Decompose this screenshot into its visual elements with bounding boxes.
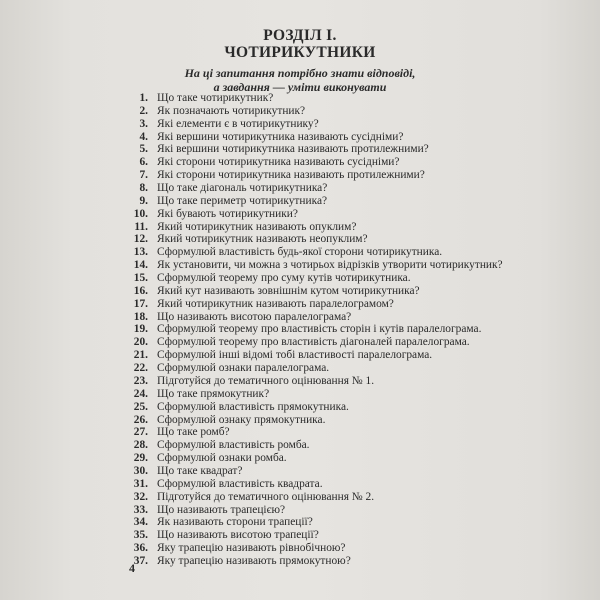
question-number: 24.: [133, 387, 148, 400]
question-text: Сформулюй ознаки ромба.: [157, 452, 287, 465]
question-number: 8.: [139, 182, 148, 195]
question-text: Що таке прямокутник?: [157, 387, 270, 400]
question-text: Сформулюй властивість прямокутника.: [157, 400, 349, 413]
question-number: 9.: [139, 194, 148, 207]
question-text: Сформулюй властивість будь-якої сторони чотирикутника.: [157, 246, 443, 259]
question-number: 18.: [133, 310, 148, 323]
question-text: Як називають сторони трапеції?: [157, 516, 313, 529]
question-text: Яку трапецію називають прямокутною?: [157, 554, 351, 567]
question-number: 17.: [133, 297, 148, 310]
question-text: Що таке ромб?: [157, 426, 230, 439]
question-number: 31.: [133, 477, 148, 490]
question-text: Сформулюй ознаку прямокутника.: [157, 413, 326, 426]
question-number: 11.: [134, 220, 148, 233]
question-text: Сформулюй інші відомі тобі властивості паралелограма.: [157, 349, 433, 362]
question-text: Що називають висотою паралелограма?: [157, 310, 352, 323]
question-text: Які вершини чотирикутника називають протилежними?: [157, 143, 429, 156]
question-text: Що таке діагональ чотирикутника?: [157, 182, 328, 195]
question-number: 13.: [133, 246, 148, 259]
question-number: 26.: [133, 413, 148, 426]
question-text: Які сторони чотирикутника називають сусідніми?: [157, 156, 400, 169]
page-number: 4: [129, 561, 135, 575]
question-number: 25.: [133, 400, 148, 413]
question-text: Як позначають чотирикутник?: [157, 104, 306, 117]
question-number: 14.: [133, 259, 148, 272]
question-text: Підготуйся до тематичного оцінювання № 2.: [157, 490, 375, 503]
question-number: 15.: [133, 272, 148, 285]
question-text: Який чотирикутник називають паралелограмом?: [157, 297, 394, 310]
intro-line-1: На ці запитання потрібно знати відповіді,: [184, 66, 416, 80]
intro-line-2: а завдання — уміти виконувати: [213, 80, 387, 94]
question-text: Що таке чотирикутник?: [157, 92, 274, 104]
question-number: 20.: [133, 336, 148, 349]
question-text: Які елементи є в чотирикутнику?: [157, 117, 319, 130]
question-text: Сформулюй властивість квадрата.: [157, 477, 323, 490]
question-text: Які бувають чотирикутники?: [157, 207, 298, 220]
question-number: 23.: [133, 374, 148, 387]
question-text: Який чотирикутник називають неопуклим?: [157, 233, 368, 246]
question-number: 19.: [133, 323, 148, 336]
question-number: 34.: [133, 516, 148, 529]
question-number: 6.: [139, 156, 148, 169]
question-text: Сформулюй ознаки паралелограма.: [157, 362, 330, 375]
question-text: Сформулюй властивість ромба.: [157, 439, 310, 452]
question-number: 22.: [133, 362, 148, 375]
question-number: 10.: [133, 207, 148, 220]
question-text: Що називають висотою трапеції?: [157, 529, 319, 542]
question-number: 12.: [133, 233, 148, 246]
question-number: 29.: [133, 452, 148, 465]
question-number: 27.: [133, 426, 148, 439]
question-text: Що таке периметр чотирикутника?: [157, 194, 328, 207]
question-number: 33.: [133, 503, 148, 516]
question-number: 35.: [133, 529, 148, 542]
question-text: Сформулюй теорему про суму кутів чотирикутника.: [157, 272, 411, 285]
question-number: 36.: [133, 542, 148, 555]
question-number: 16.: [133, 284, 148, 297]
question-number: 1.: [139, 92, 148, 104]
question-text: Який кут називають зовнішнім кутом чотирикутника?: [157, 284, 420, 297]
question-text: Сформулюй теорему про властивість сторін і кутів паралелограма.: [157, 323, 482, 336]
question-text: Що таке квадрат?: [157, 464, 243, 477]
question-number: 3.: [139, 117, 148, 130]
question-number: 37.: [133, 554, 148, 567]
question-text: Який чотирикутник називають опуклим?: [157, 220, 357, 233]
question-text: Що називають трапецією?: [157, 503, 286, 516]
question-number: 4.: [139, 130, 148, 143]
question-number: 21.: [133, 349, 148, 362]
question-number: 5.: [139, 143, 148, 156]
section-title: ЧОТИРИКУТНИКИ: [224, 44, 376, 61]
question-text: Сформулюй теорему про властивість діагоналей паралелограма.: [157, 336, 470, 349]
chapter-title: РОЗДІЛ І.: [263, 27, 337, 44]
question-number: 2.: [139, 104, 148, 117]
question-text: Підготуйся до тематичного оцінювання № 1.: [157, 374, 375, 387]
question-number: 32.: [133, 490, 148, 503]
question-text: Як установити, чи можна з чотирьох відрізків утворити чотирикутник?: [157, 259, 503, 272]
question-text: Яку трапецію називають рівнобічною?: [157, 542, 346, 555]
question-number: 7.: [139, 169, 148, 182]
question-number: 28.: [133, 439, 148, 452]
question-text: Які вершини чотирикутника називають сусідніми?: [157, 130, 404, 143]
question-text: Які сторони чотирикутника називають протилежними?: [157, 169, 425, 182]
question-number: 30.: [133, 464, 148, 477]
